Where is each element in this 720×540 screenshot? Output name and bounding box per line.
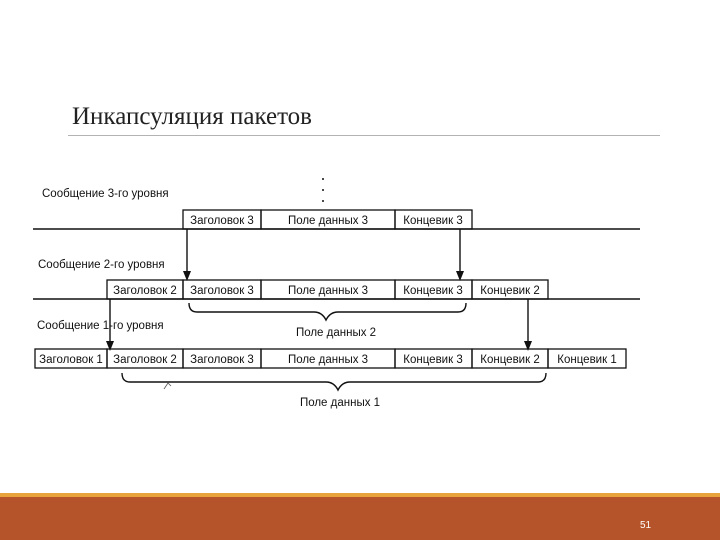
header-2-text: Заголовок 2	[113, 354, 177, 366]
trailer-3-text: Концевик 3	[403, 285, 463, 297]
header-3-text: Заголовок 3	[190, 354, 254, 366]
level-1-packet	[35, 349, 626, 368]
data-field-1-label: Поле данных 1	[299, 397, 381, 409]
level-2-packet	[107, 280, 548, 299]
trailer-2-text: Концевик 2	[480, 285, 540, 297]
scan-mark	[164, 383, 171, 389]
data-field-3-text: Поле данных 3	[287, 215, 369, 227]
trailer-3-text: Концевик 3	[403, 215, 463, 227]
data-field-1-brace	[122, 373, 546, 390]
data-field-2-brace	[189, 303, 466, 320]
level-3-label: Сообщение 3-го уровня	[42, 188, 169, 200]
trailer-1-text: Концевик 1	[557, 354, 617, 366]
level-2-label: Сообщение 2-го уровня	[38, 259, 165, 271]
header-3-text: Заголовок 3	[190, 215, 254, 227]
header-3-text: Заголовок 3	[190, 285, 254, 297]
trailer-3-text: Концевик 3	[403, 354, 463, 366]
ellipsis-dot	[322, 178, 324, 180]
header-1-text: Заголовок 1	[39, 354, 103, 366]
data-field-2-label: Поле данных 2	[295, 327, 377, 339]
page-number: 51	[640, 520, 652, 531]
trailer-2-text: Концевик 2	[480, 354, 540, 366]
data-field-3-text: Поле данных 3	[287, 354, 369, 366]
slide-title: Инкапсуляция пакетов	[72, 103, 312, 130]
level-1-label: Сообщение 1-го уровня	[37, 320, 164, 332]
ellipsis-dot	[322, 189, 324, 191]
level-3-packet	[183, 210, 472, 229]
footer-bar	[0, 497, 720, 540]
ellipsis-dot	[322, 200, 324, 202]
data-field-3-text: Поле данных 3	[287, 285, 369, 297]
header-2-text: Заголовок 2	[113, 285, 177, 297]
